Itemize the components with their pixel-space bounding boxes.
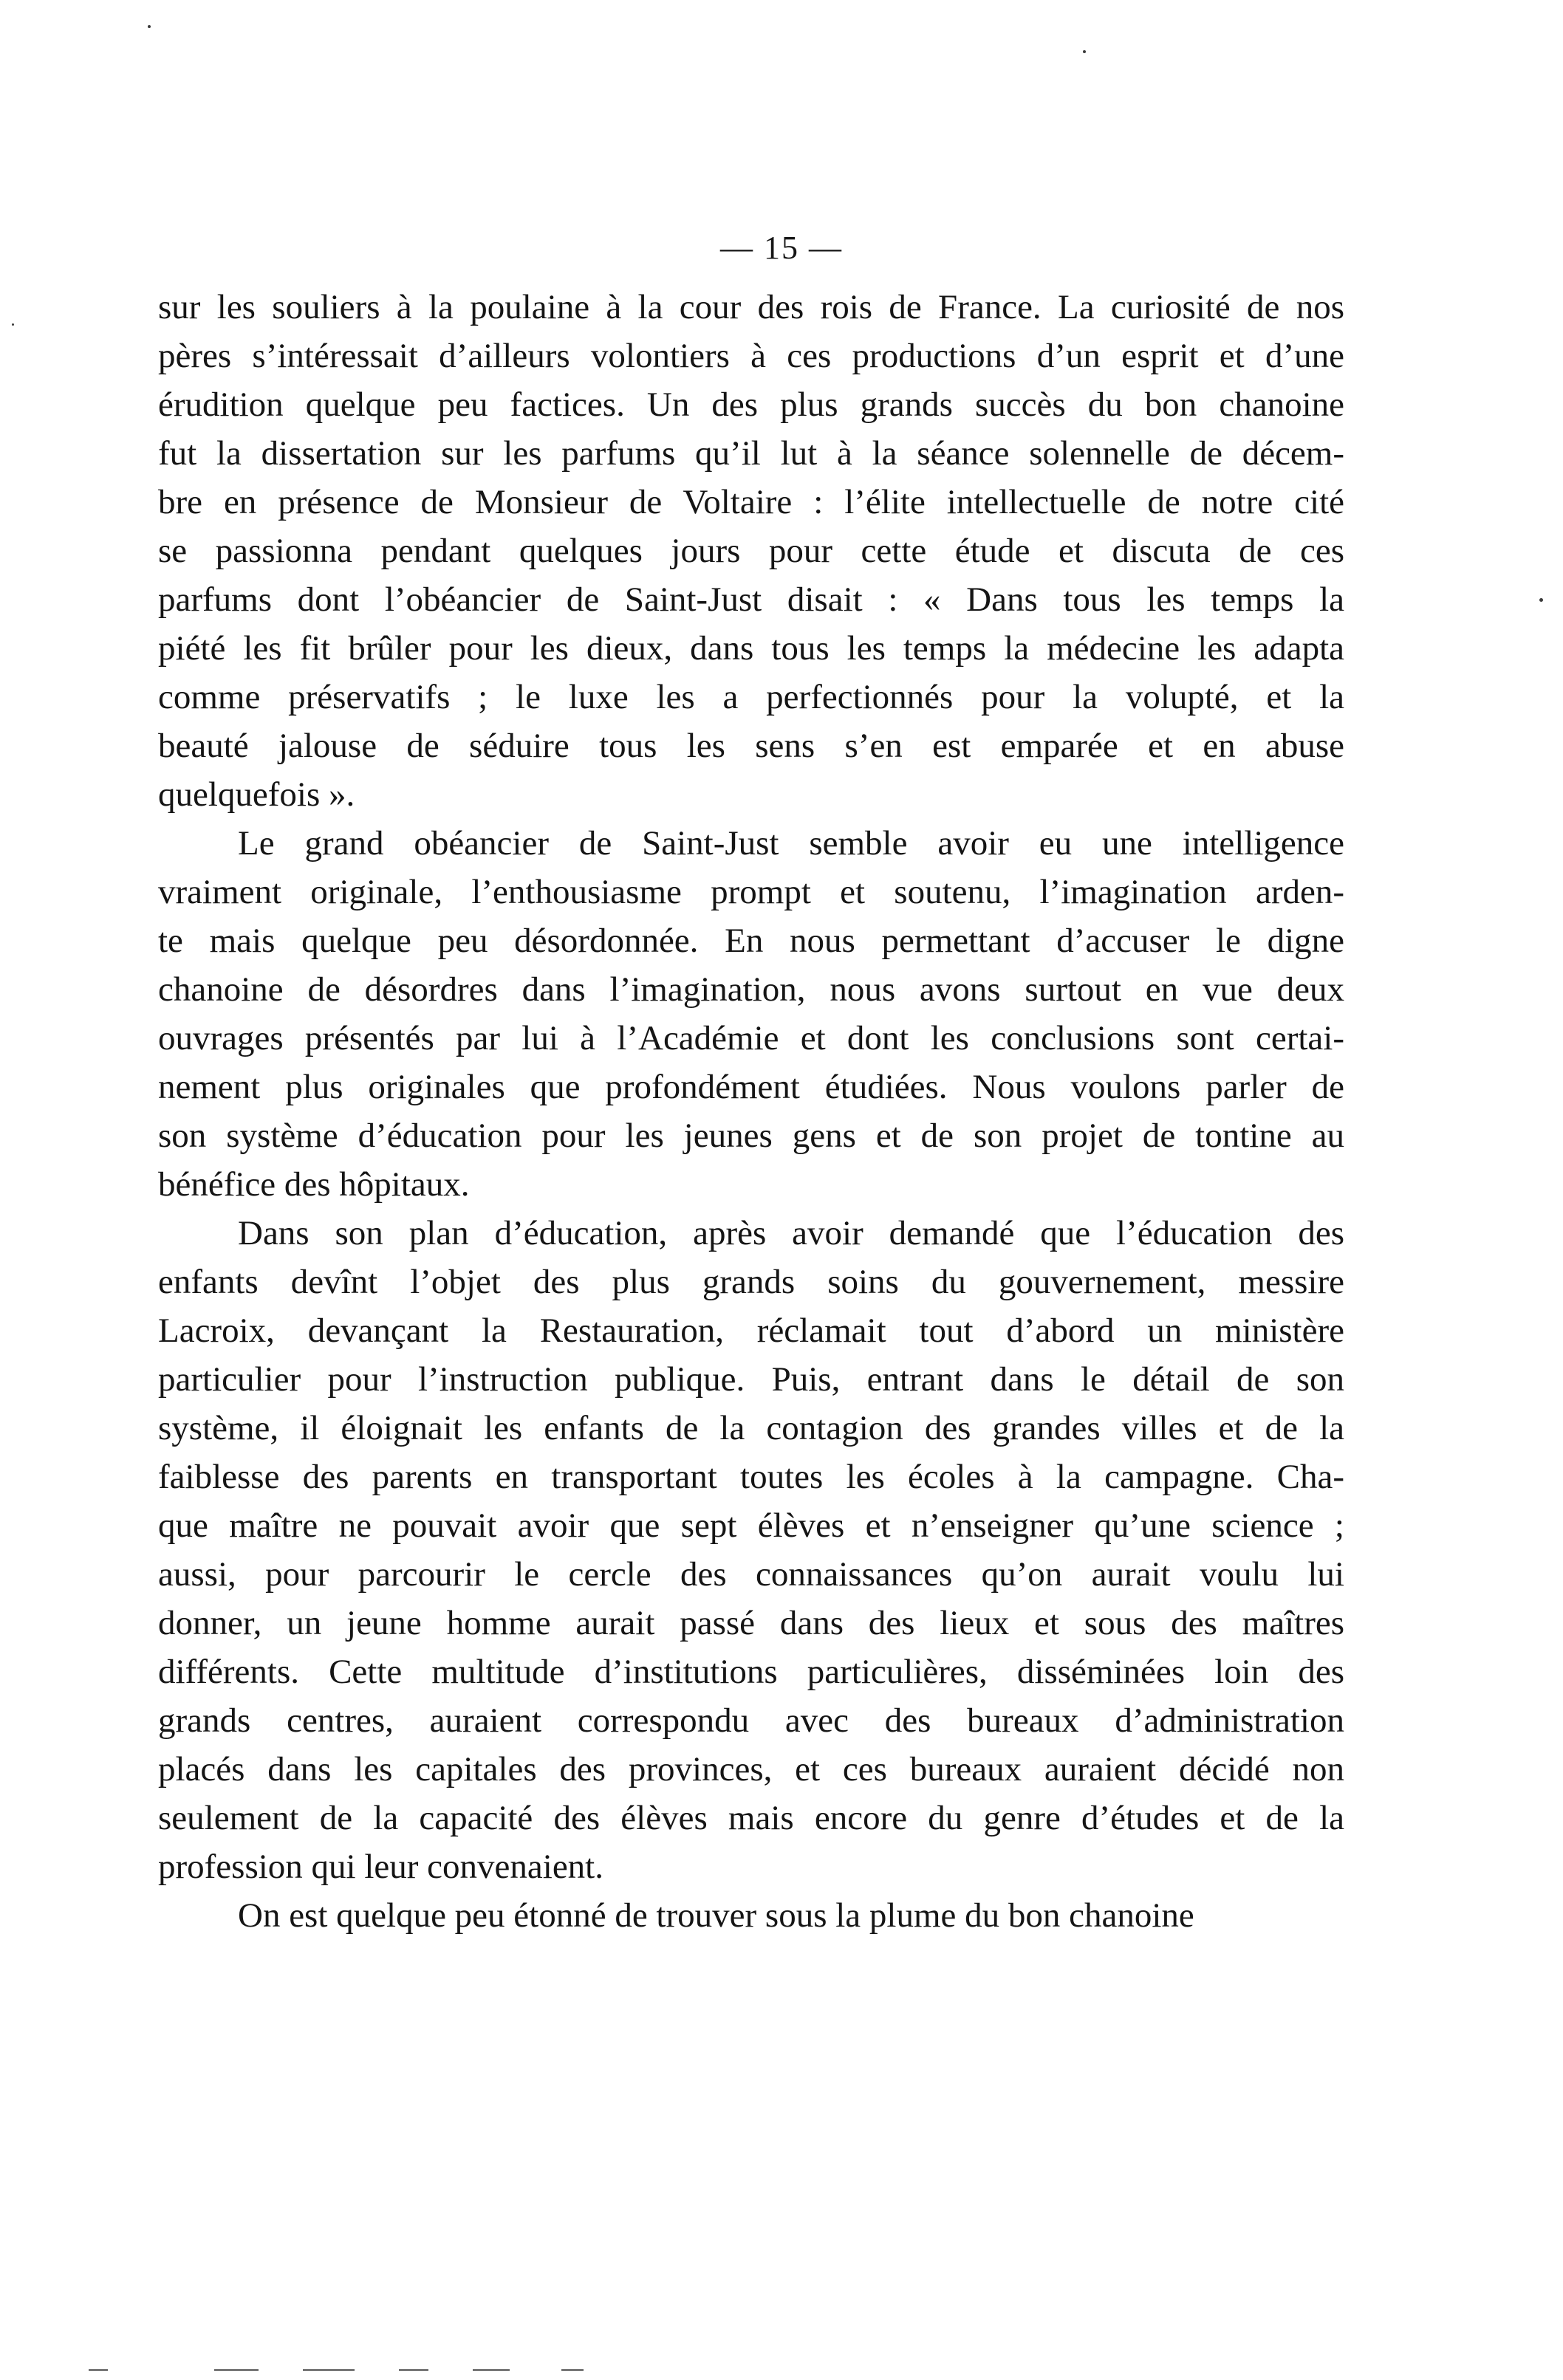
text-line: système, il éloignait les enfants de la contagion des grandes villes et de la: [158, 1409, 1344, 1447]
text-line: bénéfice des hôpitaux.: [158, 1165, 470, 1204]
text-line: faiblesse des parents en transportant toutes les écoles à la campagne. Cha-: [158, 1458, 1344, 1496]
text-line: seulement de la capacité des élèves mais encore du genre d’études et de la: [158, 1799, 1344, 1837]
text-line: comme préservatifs ; le luxe les a perfectionnés pour la volupté, et la: [158, 678, 1344, 716]
text-line: quelquefois ».: [158, 775, 355, 814]
text-line: placés dans les capitales des provinces, et ces bureaux auraient décidé non: [158, 1750, 1344, 1789]
text-line: sur les souliers à la poulaine à la cour des rois de France. La curiosité de nos: [158, 288, 1344, 326]
text-line: se passionna pendant quelques jours pour cette étude et discuta de ces: [158, 532, 1344, 570]
text-line: ouvrages présentés par lui à l’Académie et dont les conclusions sont certai-: [158, 1019, 1344, 1057]
text-line: chanoine de désordres dans l’imagination, nous avons surtout en vue deux: [158, 970, 1344, 1009]
text-line: Le grand obéancier de Saint-Just semble avoir eu une intelligence: [238, 824, 1344, 863]
body-text: [158, 283, 1344, 1940]
text-line: parfums dont l’obéancier de Saint-Just disait : « Dans tous les temps la: [158, 580, 1344, 619]
text-line: beauté jalouse de séduire tous les sens s’en est emparée et en abuse: [158, 727, 1344, 765]
text-line: érudition quelque peu factices. Un des plus grands succès du bon chanoine: [158, 385, 1344, 424]
scan-speck: [1539, 598, 1543, 602]
text-line: enfants devînt l’objet des plus grands soins du gouvernement, messire: [158, 1263, 1344, 1301]
scan-speck: [148, 25, 151, 28]
text-line: Lacroix, devançant la Restauration, réclamait tout d’abord un ministère: [158, 1311, 1344, 1350]
page-number: — 15 —: [720, 230, 843, 266]
text-line: fut la dissertation sur les parfums qu’il lut à la séance solennelle de décem-: [158, 434, 1344, 473]
text-line: particulier pour l’instruction publique. Puis, entrant dans le détail de son: [158, 1360, 1344, 1399]
text-line: te mais quelque peu désordonnée. En nous permettant d’accuser le digne: [158, 922, 1344, 960]
text-line: différents. Cette multitude d’institutions particulières, disséminées loin des: [158, 1653, 1344, 1691]
text-line: bre en présence de Monsieur de Voltaire : l’élite intellectuelle de notre cité: [158, 483, 1344, 521]
scan-speck: [12, 323, 14, 326]
scan-speck: [1083, 50, 1086, 53]
text-line: profession qui leur convenaient.: [158, 1848, 603, 1886]
text-line: Dans son plan d’éducation, après avoir demandé que l’éducation des: [238, 1214, 1344, 1252]
text-line: grands centres, auraient correspondu avec des bureaux d’administration: [158, 1701, 1344, 1740]
text-line: que maître ne pouvait avoir que sept élèves et n’enseigner qu’une science ;: [158, 1506, 1344, 1545]
text-line: nement plus originales que profondément étudiées. Nous voulons parler de: [158, 1068, 1344, 1106]
text-line: vraiment originale, l’enthousiasme prompt et soutenu, l’imagination arden-: [158, 873, 1344, 911]
text-line: pères s’intéressait d’ailleurs volontiers à ces productions d’un esprit et d’une: [158, 337, 1344, 375]
text-line: On est quelque peu étonné de trouver sous la plume du bon chanoine: [238, 1896, 1194, 1935]
scan-edge-marks: [89, 2369, 1492, 2372]
text-line: son système d’éducation pour les jeunes gens et de son projet de tontine au: [158, 1117, 1344, 1155]
text-line: aussi, pour parcourir le cercle des connaissances qu’on aurait voulu lui: [158, 1555, 1344, 1594]
text-line: donner, un jeune homme aurait passé dans des lieux et sous des maîtres: [158, 1604, 1344, 1642]
text-line: piété les fit brûler pour les dieux, dans tous les temps la médecine les adapta: [158, 629, 1344, 668]
